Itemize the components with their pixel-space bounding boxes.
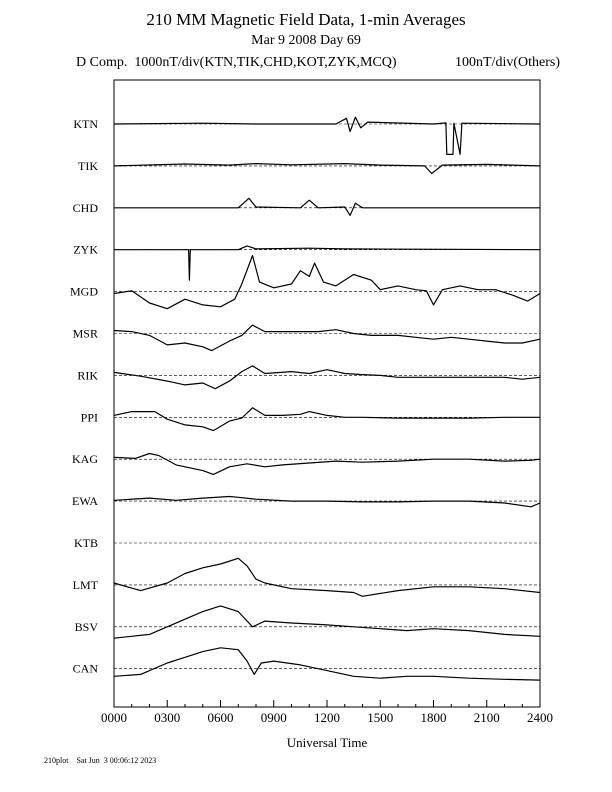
chart-date: Mar 9 2008 Day 69: [251, 33, 361, 48]
trace-lmt: [114, 558, 540, 596]
x-tick-label: 2100: [473, 710, 500, 725]
station-label-can: CAN: [72, 661, 98, 676]
plot-frame: [114, 80, 540, 707]
station-label-ktb: KTB: [74, 536, 98, 550]
station-label-rik: RIK: [77, 368, 98, 383]
trace-kag: [114, 454, 540, 475]
station-label-ewa: EWA: [72, 494, 98, 509]
x-tick-label: 1500: [367, 710, 394, 725]
x-tick-label: 2400: [527, 710, 553, 725]
station-label-zyk: ZYK: [73, 242, 98, 257]
plot-footer-stamp: 210plot Sat Jun 3 00:06:12 2023: [44, 756, 157, 765]
x-tick-label: 0600: [207, 710, 234, 725]
trace-mgd: [114, 256, 540, 309]
station-label-chd: CHD: [72, 200, 98, 215]
x-tick-label: 0000: [101, 710, 127, 725]
station-label-ktn: KTN: [73, 117, 98, 131]
trace-ktn: [114, 117, 540, 154]
trace-rik: [114, 366, 540, 389]
station-label-msr: MSR: [72, 326, 98, 341]
trace-ewa: [114, 497, 540, 507]
others-scale-label: 100nT/div(Others): [455, 55, 560, 70]
station-label-mgd: MGD: [69, 284, 98, 299]
trace-bsv: [114, 606, 540, 638]
trace-chd: [114, 198, 540, 215]
station-label-lmt: LMT: [72, 577, 98, 592]
trace-msr: [114, 325, 540, 351]
x-axis-label: Universal Time: [286, 735, 368, 750]
x-tick-label: 0900: [260, 710, 287, 725]
station-label-ppi: PPI: [80, 410, 98, 425]
chart-title: 210 MM Magnetic Field Data, 1-min Averages: [146, 10, 466, 29]
station-label-kag: KAG: [72, 452, 98, 467]
x-tick-label: 1200: [314, 710, 340, 725]
trace-zyk: [114, 246, 540, 280]
trace-tik: [114, 164, 540, 174]
component-scale-label: D Comp. 1000nT/div(KTN,TIK,CHD,KOT,ZYK,MCQ): [76, 55, 397, 70]
x-tick-label: 1800: [420, 710, 447, 725]
station-label-bsv: BSV: [74, 619, 98, 634]
trace-ppi: [114, 408, 540, 431]
trace-can: [114, 648, 540, 680]
x-tick-label: 0300: [154, 710, 181, 725]
station-label-tik: TIK: [78, 158, 98, 173]
